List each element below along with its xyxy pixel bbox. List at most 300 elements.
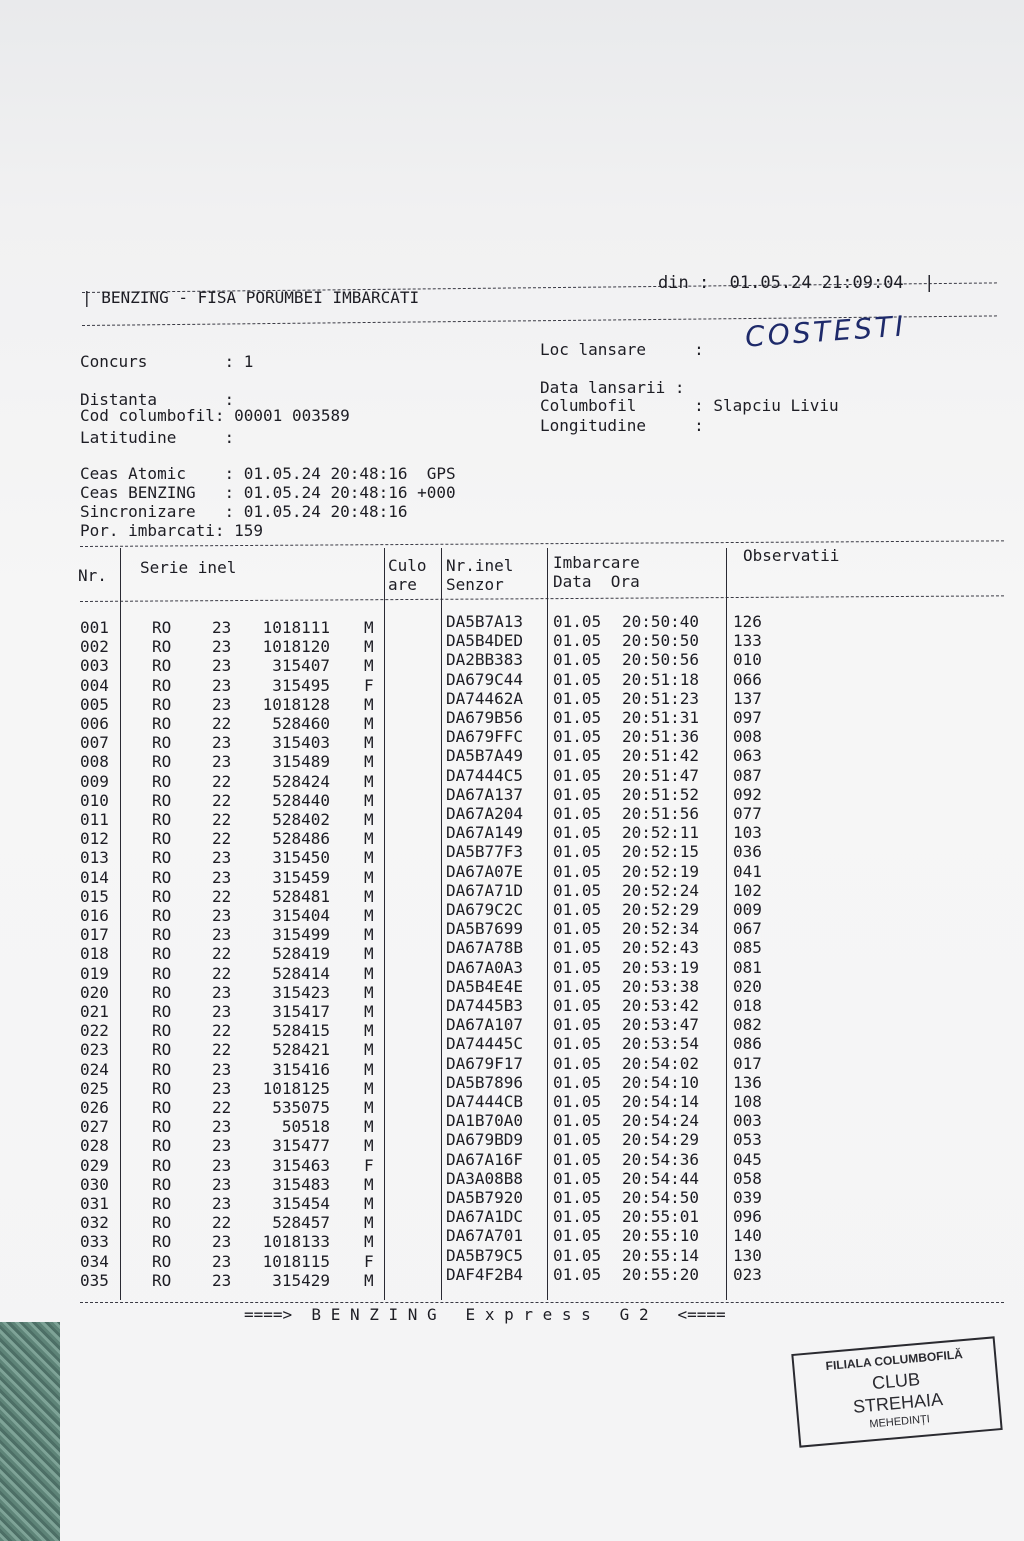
embark-date: 01.05: [553, 1092, 602, 1111]
row-nr: 025: [80, 1078, 109, 1098]
embark-date: 01.05: [553, 1015, 602, 1035]
observation: 066: [733, 669, 762, 689]
observation: 133: [733, 631, 762, 651]
col-header-nrinel-1: Nr.inel: [446, 556, 514, 575]
embark-time: 20:53:42: [622, 996, 700, 1015]
row-nr: 027: [80, 1117, 109, 1137]
ring-number: 315489: [272, 752, 330, 772]
sensor-id: DA679B56: [446, 708, 524, 727]
sex: M: [364, 733, 374, 753]
embark-date: 01.05: [553, 1245, 602, 1265]
row-nr: 023: [80, 1040, 109, 1060]
embark-date: 01.05: [553, 1264, 602, 1284]
embark-time: 20:51:31: [622, 708, 700, 727]
sex: M: [364, 906, 374, 925]
ring-number: 535075: [272, 1098, 330, 1117]
observation: 010: [733, 650, 762, 670]
embark-date: 01.05: [553, 1188, 602, 1207]
vline-imbarcare: [726, 548, 727, 1300]
ring-country: RO: [152, 1136, 172, 1156]
embark-date: 01.05: [553, 996, 602, 1015]
sensor-id: DA5B4E4E: [446, 976, 524, 996]
embark-date: 01.05: [553, 1149, 602, 1169]
ring-year: 22: [212, 714, 232, 733]
sensor-id: DA67A71D: [446, 880, 524, 900]
embark-date: 01.05: [553, 727, 602, 747]
ceas-benzing-field: Ceas BENZING : 01.05.24 20:48:16 +000: [80, 483, 456, 502]
embark-time: 20:51:23: [622, 688, 700, 708]
footer-banner: ====> B E N Z I N G E x p r e s s G 2 <====: [244, 1305, 726, 1324]
ring-year: 23: [212, 1002, 232, 1021]
ring-year: 22: [212, 829, 232, 849]
embark-date: 01.05: [553, 1207, 602, 1227]
col-header-serie: Serie inel: [140, 558, 237, 577]
observation: 086: [733, 1034, 762, 1054]
ring-year: 22: [212, 963, 232, 983]
row-nr: 019: [80, 963, 109, 983]
ring-number: 315495: [272, 675, 330, 695]
embark-time: 20:54:24: [622, 1111, 700, 1131]
observation: 058: [733, 1168, 762, 1188]
ring-year: 22: [212, 886, 232, 906]
sensor-id: DA1B70A0: [446, 1111, 524, 1131]
sex: M: [364, 1078, 374, 1098]
sensor-id: DA7445B3: [446, 996, 524, 1015]
ring-year: 22: [212, 944, 232, 964]
sensor-id: DA67A78B: [446, 938, 524, 958]
embark-time: 20:51:36: [622, 727, 700, 747]
embark-time: 20:52:29: [622, 900, 700, 919]
embark-time: 20:51:47: [622, 765, 700, 785]
ring-number: 528414: [272, 963, 330, 983]
ring-number: 315416: [272, 1059, 330, 1079]
embark-time: 20:50:40: [622, 612, 700, 631]
embark-time: 20:52:43: [622, 938, 700, 958]
sensor-id: DA67A1DC: [446, 1207, 524, 1227]
embark-time: 20:52:24: [622, 880, 700, 900]
ring-number: 1018125: [262, 1078, 330, 1098]
ring-year: 23: [212, 906, 232, 925]
ring-number: 315459: [272, 867, 330, 887]
sensor-id: DA5B7920: [446, 1188, 524, 1207]
ring-country: RO: [152, 982, 172, 1002]
observation: 077: [733, 804, 762, 823]
sensor-id: DA5B7A13: [446, 612, 524, 631]
sensor-id: DA3A08B8: [446, 1168, 524, 1188]
embark-date: 01.05: [553, 823, 602, 843]
sex: M: [364, 867, 374, 887]
concurs-field: Concurs : 1: [80, 352, 254, 371]
embark-date: 01.05: [553, 976, 602, 996]
ring-number: 1018133: [262, 1232, 330, 1252]
sex: M: [364, 714, 374, 733]
observation: 108: [733, 1092, 762, 1111]
row-nr: 022: [80, 1021, 109, 1041]
row-nr: 002: [80, 637, 109, 657]
observation: 136: [733, 1072, 762, 1092]
row-nr: 010: [80, 790, 109, 810]
ring-country: RO: [152, 1174, 172, 1194]
embark-time: 20:52:15: [622, 842, 700, 862]
sensor-id: DA67A149: [446, 823, 524, 843]
row-nr: 032: [80, 1213, 109, 1233]
ring-country: RO: [152, 694, 172, 714]
ring-country: RO: [152, 714, 172, 733]
ring-number: 315463: [272, 1155, 330, 1175]
sensor-id: DA5B77F3: [446, 842, 524, 862]
embark-time: 20:53:54: [622, 1034, 700, 1054]
columbofil-field: Columbofil : Slapciu Liviu: [540, 396, 839, 415]
observation: 008: [733, 727, 762, 747]
embark-time: 20:54:29: [622, 1130, 700, 1150]
sex: M: [364, 790, 374, 810]
ring-number: 528415: [272, 1021, 330, 1041]
row-nr: 012: [80, 829, 109, 849]
ring-country: RO: [152, 1270, 172, 1290]
sex: M: [364, 637, 374, 657]
ring-number: 528424: [272, 771, 330, 791]
embark-date: 01.05: [553, 919, 602, 939]
observation: 020: [733, 976, 762, 996]
embark-date: 01.05: [553, 842, 602, 862]
ring-number: 528486: [272, 829, 330, 849]
embark-date: 01.05: [553, 1111, 602, 1131]
ring-country: RO: [152, 829, 172, 849]
ring-year: 23: [212, 848, 232, 868]
ring-number: 315450: [272, 848, 330, 868]
embark-date: 01.05: [553, 612, 602, 631]
sex: M: [364, 1002, 374, 1021]
sensor-id: DA679C2C: [446, 900, 524, 919]
ring-year: 23: [212, 1174, 232, 1194]
observation: 053: [733, 1130, 762, 1150]
row-nr: 018: [80, 944, 109, 964]
ring-country: RO: [152, 1251, 172, 1271]
ring-country: RO: [152, 906, 172, 925]
row-nr: 017: [80, 925, 109, 945]
embark-date: 01.05: [553, 631, 602, 651]
ring-country: RO: [152, 925, 172, 945]
sensor-id: DA679F17: [446, 1053, 524, 1073]
observation: 137: [733, 688, 762, 708]
ring-number: 528460: [272, 714, 330, 733]
loc-lansare-handwritten: COSTESTI: [744, 309, 908, 354]
observation: 087: [733, 765, 762, 785]
table-header-separator: [80, 595, 1004, 602]
embark-date: 01.05: [553, 746, 602, 766]
sensor-id: DA5B7A49: [446, 746, 524, 766]
embark-date: 01.05: [553, 938, 602, 958]
embark-date: 01.05: [553, 804, 602, 823]
observation: 103: [733, 823, 762, 843]
sex: F: [364, 1251, 374, 1271]
sex: M: [364, 810, 374, 829]
ring-number: 315407: [272, 656, 330, 676]
ceas-atomic-field: Ceas Atomic : 01.05.24 20:48:16 GPS: [80, 464, 456, 483]
sex: M: [364, 1040, 374, 1060]
sex: M: [364, 1117, 374, 1137]
embark-date: 01.05: [553, 1034, 602, 1054]
row-nr: 013: [80, 848, 109, 868]
sensor-id: DA7444C5: [446, 765, 524, 785]
ring-country: RO: [152, 618, 172, 637]
row-nr: 008: [80, 752, 109, 772]
observation: 003: [733, 1111, 762, 1131]
observation: 023: [733, 1264, 762, 1284]
ring-country: RO: [152, 1040, 172, 1060]
sex: M: [364, 618, 374, 637]
ring-number: 315483: [272, 1174, 330, 1194]
report-title: | BENZING - FISA PORUMBEI IMBARCATI: [82, 288, 420, 307]
sensor-id: DA74462A: [446, 688, 524, 708]
ring-country: RO: [152, 886, 172, 906]
embark-time: 20:53:38: [622, 976, 700, 996]
row-nr: 014: [80, 867, 109, 887]
vline-culoare: [441, 548, 442, 1300]
embark-time: 20:50:56: [622, 650, 700, 670]
loc-lansare-field: Loc lansare :: [540, 340, 704, 359]
embark-time: 20:52:11: [622, 823, 700, 843]
sex: M: [364, 982, 374, 1002]
cod-columbofil-field: Cod columbofil: 00001 003589: [80, 406, 350, 425]
embark-time: 20:53:19: [622, 957, 700, 977]
sensor-id: DA74445C: [446, 1034, 524, 1054]
embark-date: 01.05: [553, 669, 602, 689]
row-nr: 003: [80, 656, 109, 676]
ring-number: 315454: [272, 1194, 330, 1213]
ring-number: 315404: [272, 906, 330, 925]
sensor-id: DA7444CB: [446, 1092, 524, 1111]
ring-year: 22: [212, 790, 232, 810]
observation: 017: [733, 1053, 762, 1073]
sex: F: [364, 675, 374, 695]
ring-country: RO: [152, 810, 172, 829]
sex: M: [364, 944, 374, 964]
ring-number: 1018120: [262, 637, 330, 657]
row-nr: 028: [80, 1136, 109, 1156]
ring-year: 23: [212, 1270, 232, 1290]
sensor-id: DA67A16F: [446, 1149, 524, 1169]
embark-date: 01.05: [553, 1053, 602, 1073]
ring-country: RO: [152, 1213, 172, 1233]
sensor-id: DA679BD9: [446, 1130, 524, 1150]
ring-country: RO: [152, 1059, 172, 1079]
sex: M: [364, 1136, 374, 1156]
ring-number: 315499: [272, 925, 330, 945]
sensor-id: DA679C44: [446, 669, 524, 689]
sensor-id: DAF4F2B4: [446, 1264, 524, 1284]
ring-year: 23: [212, 618, 232, 637]
ring-country: RO: [152, 848, 172, 868]
sensor-id: DA5B7896: [446, 1072, 524, 1092]
ring-country: RO: [152, 675, 172, 695]
observation: 041: [733, 861, 762, 881]
col-header-observatii: Observatii: [743, 546, 840, 565]
ring-number: 528402: [272, 810, 330, 829]
sex: M: [364, 752, 374, 772]
sensor-id: DA679FFC: [446, 727, 524, 747]
ring-number: 528419: [272, 944, 330, 964]
ring-country: RO: [152, 733, 172, 753]
ring-country: RO: [152, 637, 172, 657]
embark-time: 20:55:20: [622, 1264, 700, 1284]
ring-number: 315403: [272, 733, 330, 753]
row-nr: 029: [80, 1155, 109, 1175]
embark-time: 20:51:56: [622, 804, 700, 823]
embark-date: 01.05: [553, 957, 602, 977]
row-nr: 011: [80, 810, 109, 829]
ring-number: 315477: [272, 1136, 330, 1156]
embark-time: 20:55:10: [622, 1226, 700, 1246]
row-nr: 015: [80, 886, 109, 906]
embark-time: 20:51:52: [622, 784, 700, 804]
ring-country: RO: [152, 790, 172, 810]
sincronizare-field: Sincronizare : 01.05.24 20:48:16: [80, 502, 408, 521]
ring-number: 315417: [272, 1002, 330, 1021]
sex: M: [364, 1174, 374, 1194]
embark-time: 20:54:44: [622, 1168, 700, 1188]
ring-year: 22: [212, 771, 232, 791]
embark-date: 01.05: [553, 1130, 602, 1150]
sensor-id: DA5B79C5: [446, 1245, 524, 1265]
ring-year: 23: [212, 925, 232, 945]
embark-date: 01.05: [553, 650, 602, 670]
ring-country: RO: [152, 1117, 172, 1137]
sex: M: [364, 925, 374, 945]
sensor-id: DA5B7699: [446, 919, 524, 939]
ring-year: 22: [212, 1021, 232, 1041]
embark-time: 20:51:42: [622, 746, 700, 766]
ring-year: 22: [212, 1098, 232, 1117]
embark-date: 01.05: [553, 1168, 602, 1188]
sensor-id: DA5B4DED: [446, 631, 524, 651]
observation: 067: [733, 919, 762, 939]
latitudine-field: Latitudine :: [80, 428, 235, 447]
row-nr: 009: [80, 771, 109, 791]
ring-country: RO: [152, 752, 172, 772]
background-fabric: [0, 1322, 60, 1541]
embark-time: 20:54:36: [622, 1149, 700, 1169]
embark-time: 20:54:14: [622, 1092, 700, 1111]
sex: M: [364, 771, 374, 791]
sensor-id: DA67A137: [446, 784, 524, 804]
ring-year: 23: [212, 1117, 232, 1137]
col-header-imbarcare-1: Imbarcare: [553, 553, 640, 572]
ring-country: RO: [152, 963, 172, 983]
ring-year: 23: [212, 694, 232, 714]
row-nr: 021: [80, 1002, 109, 1021]
ring-number: 528421: [272, 1040, 330, 1060]
ring-number: 315423: [272, 982, 330, 1002]
observation: 082: [733, 1015, 762, 1035]
sex: M: [364, 829, 374, 849]
row-nr: 026: [80, 1098, 109, 1117]
ring-country: RO: [152, 656, 172, 676]
row-nr: 004: [80, 675, 109, 695]
ring-country: RO: [152, 867, 172, 887]
table-bottom-border: [80, 1302, 1004, 1303]
ring-year: 23: [212, 1194, 232, 1213]
ring-country: RO: [152, 1194, 172, 1213]
embark-time: 20:54:02: [622, 1053, 700, 1073]
sex: M: [364, 1194, 374, 1213]
ring-country: RO: [152, 771, 172, 791]
bleed-text: [130, 55, 417, 71]
embark-time: 20:55:14: [622, 1245, 700, 1265]
ring-number: 1018111: [262, 618, 330, 637]
ring-year: 23: [212, 982, 232, 1002]
ring-number: 1018128: [262, 694, 330, 714]
ring-year: 23: [212, 675, 232, 695]
sex: M: [364, 1059, 374, 1079]
porumbei-imbarcati-field: Por. imbarcati: 159: [80, 521, 264, 540]
ring-number: 1018115: [262, 1251, 330, 1271]
observation: 130: [733, 1245, 762, 1265]
sex: M: [364, 1232, 374, 1252]
ring-number: 50518: [281, 1117, 330, 1137]
sex: M: [364, 1213, 374, 1233]
ring-number: 528457: [272, 1213, 330, 1233]
ring-year: 23: [212, 1251, 232, 1271]
embark-time: 20:55:01: [622, 1207, 700, 1227]
col-header-nrinel-2: Senzor: [446, 575, 504, 594]
ring-number: 315429: [272, 1270, 330, 1290]
observation: 039: [733, 1188, 762, 1207]
sex: M: [364, 1021, 374, 1041]
row-nr: 016: [80, 906, 109, 925]
col-header-culoare-2: are: [388, 575, 417, 594]
row-nr: 005: [80, 694, 109, 714]
ring-country: RO: [152, 944, 172, 964]
sex: F: [364, 1155, 374, 1175]
ring-country: RO: [152, 1078, 172, 1098]
embark-time: 20:50:50: [622, 631, 700, 651]
ring-number: 528481: [272, 886, 330, 906]
sex: M: [364, 1270, 374, 1290]
sex: M: [364, 694, 374, 714]
observation: 102: [733, 880, 762, 900]
vline-nr: [120, 548, 121, 1300]
observation: 081: [733, 957, 762, 977]
embark-date: 01.05: [553, 900, 602, 919]
col-header-culoare-1: Culo: [388, 556, 427, 575]
longitudine-field: Longitudine :: [540, 416, 704, 435]
distanta-field: Distanta :: [80, 390, 235, 409]
sex: M: [364, 963, 374, 983]
ring-year: 23: [212, 1155, 232, 1175]
observation: 045: [733, 1149, 762, 1169]
observation: 126: [733, 612, 762, 631]
ring-year: 23: [212, 1059, 232, 1079]
vline-nrinel: [547, 548, 548, 1300]
ring-country: RO: [152, 1021, 172, 1041]
embark-date: 01.05: [553, 688, 602, 708]
ring-country: RO: [152, 1232, 172, 1252]
sensor-id: DA67A07E: [446, 861, 524, 881]
ring-year: 22: [212, 810, 232, 829]
sex: M: [364, 848, 374, 868]
ring-year: 23: [212, 1078, 232, 1098]
sensor-id: DA67A107: [446, 1015, 524, 1035]
row-nr: 006: [80, 714, 109, 733]
embark-time: 20:54:10: [622, 1072, 700, 1092]
embark-date: 01.05: [553, 861, 602, 881]
ring-year: 23: [212, 1232, 232, 1252]
observation: 018: [733, 996, 762, 1015]
ring-country: RO: [152, 1098, 172, 1117]
ring-country: RO: [152, 1155, 172, 1175]
observation: 092: [733, 784, 762, 804]
